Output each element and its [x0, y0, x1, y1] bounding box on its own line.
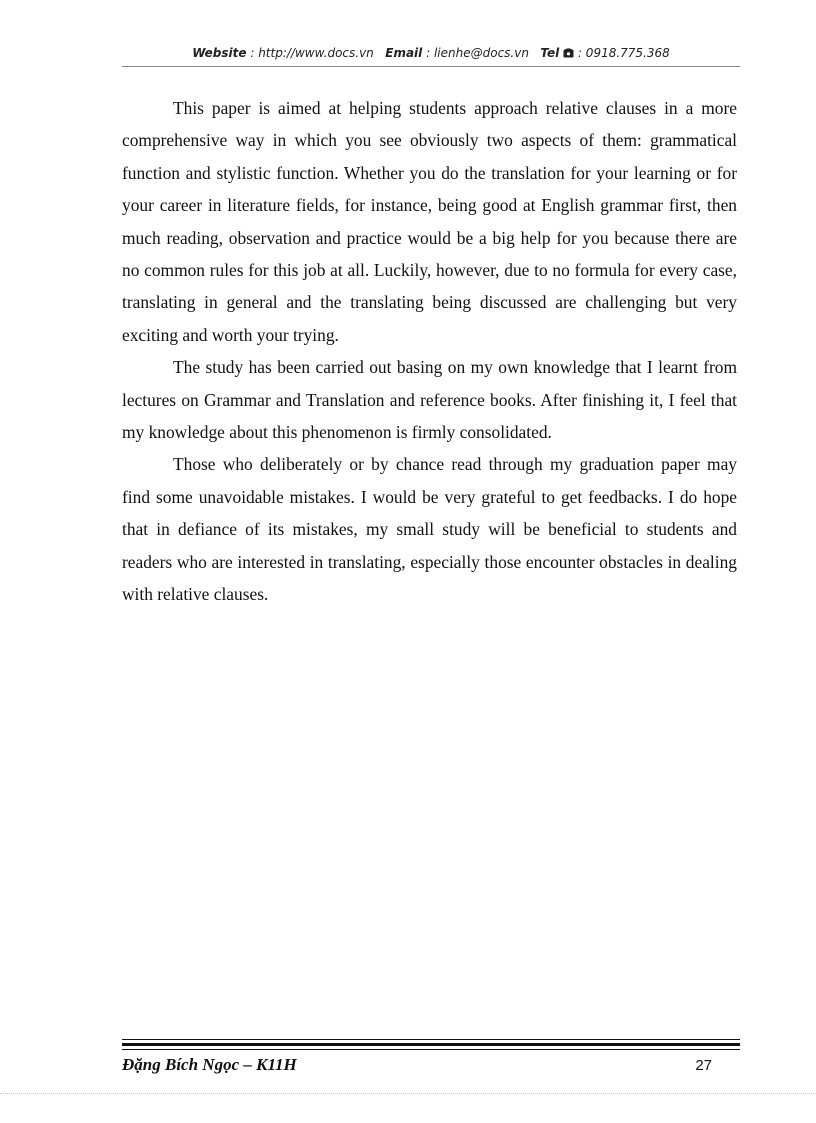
- footer-divider-bottom: [122, 1049, 740, 1050]
- paragraph-1: This paper is aimed at helping students approach relative clauses in a more comprehensive way in which you see obviously two aspects of them: grammatical function and stylistic function. Whether you do the translation for your learning or for your career in literature fields, for instance, being good at English grammar first, then much reading, observation and practice would be a big help for you because there are no common rules for this job at all. Luckily, however, due to no formula for every case, translating in general and the translating being discussed are challenging but very exciting and worth your trying.: [122, 98, 737, 345]
- footer-divider-middle: [122, 1043, 740, 1046]
- website-label: Website: [192, 46, 247, 60]
- footer-divider-top: [122, 1039, 740, 1040]
- tel-value: : 0918.775.368: [577, 46, 670, 60]
- page-bottom-dotted-edge: [0, 1093, 816, 1094]
- paragraph-3: Those who deliberately or by chance read through my graduation paper may find some unavoidable mistakes. I would be very grateful to get feedbacks. I do hope that in defiance of its mistakes, my small study will be beneficial to students and readers who are interested in translating, especially those encounter obstacles in dealing with relative clauses.: [122, 454, 737, 605]
- telephone-icon: [563, 48, 574, 58]
- email-value: : lienhe@docs.vn: [426, 46, 529, 60]
- footer-author: Đặng Bích Ngọc – K11H: [122, 1055, 297, 1074]
- paragraph-2: The study has been carried out basing on my own knowledge that I learnt from lectures on Grammar and Translation and reference books. After finishing it, I feel that my knowledge about this phenomenon is firmly consolidated.: [122, 357, 737, 443]
- main-content: [122, 92, 737, 611]
- page-number: 27: [695, 1057, 712, 1074]
- website-value: : http://www.docs.vn: [250, 46, 374, 60]
- email-label: Email: [385, 46, 423, 60]
- page-header: [122, 46, 740, 66]
- tel-label: Tel: [540, 46, 560, 60]
- header-divider: [122, 66, 740, 67]
